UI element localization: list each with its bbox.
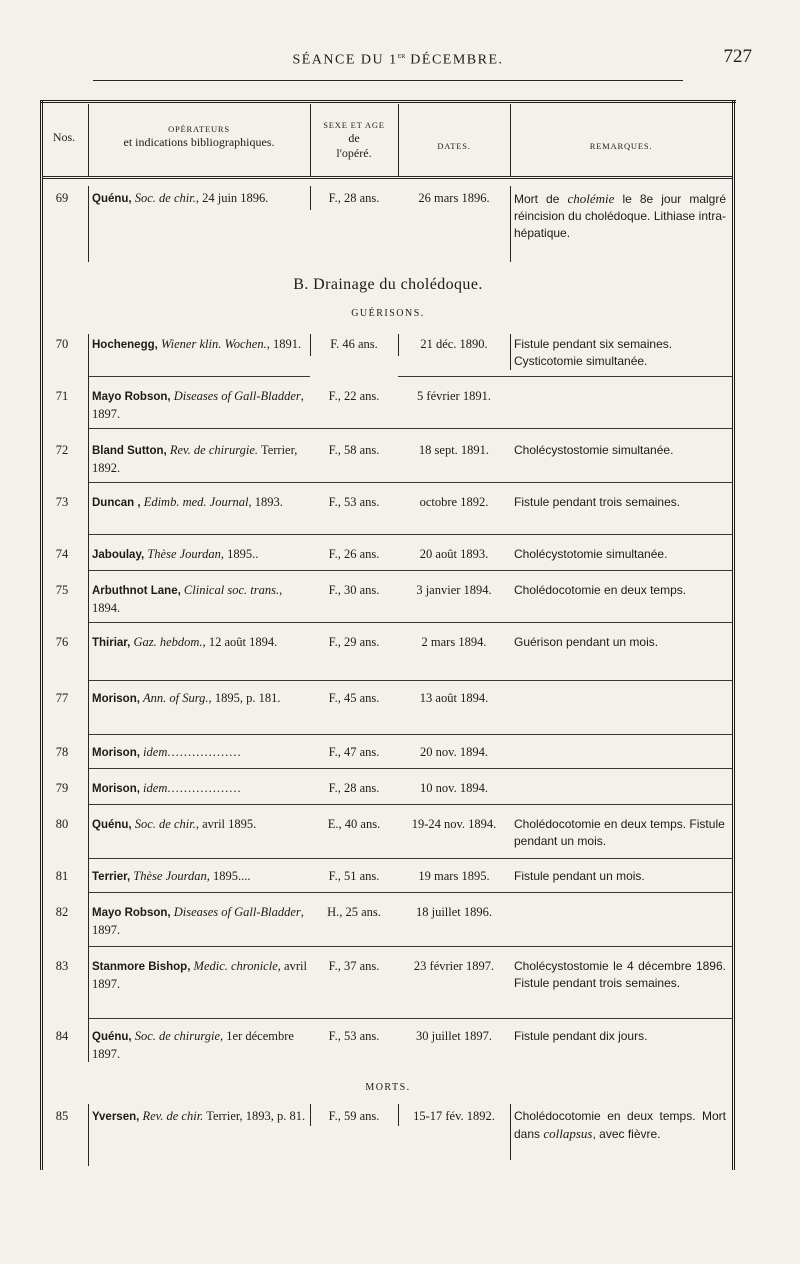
col-sep	[88, 334, 89, 1062]
running-title: SÉANCE DU 1er DÉCEMBRE.	[292, 50, 504, 68]
sex-age-cell: F., 47 ans.	[328, 745, 380, 759]
sex-age-cell: H., 25 ans.	[327, 905, 381, 919]
operator-cell: Morison, idem..................	[92, 781, 242, 795]
operator-cell: Mayo Robson, Diseases of Gall-Bladder, 1897.	[92, 389, 304, 421]
sex-age-cell: F., 29 ans.	[328, 635, 380, 649]
row-number: 81	[55, 869, 69, 883]
sex-age-cell: F., 53 ans.	[328, 495, 380, 509]
section-title: B. Drainage du cholédoque.	[293, 276, 483, 293]
sex-age-cell: F., 45 ans.	[328, 691, 380, 705]
col-sep	[398, 1104, 399, 1126]
sex-age-cell: F., 28 ans.	[328, 781, 380, 795]
row-number: 76	[55, 635, 69, 649]
sex-age-cell: F., 53 ans.	[328, 1029, 380, 1043]
row-rule	[88, 734, 732, 735]
date-cell: 19-24 nov. 1894.	[411, 817, 497, 831]
date-cell: octobre 1892.	[419, 495, 489, 509]
date-cell: 18 sept. 1891.	[418, 443, 490, 457]
row-number: 71	[55, 389, 69, 403]
sex-age-cell: F., 58 ans.	[328, 443, 380, 457]
date-cell: 19 mars 1895.	[418, 869, 490, 883]
operator-cell: Yversen, Rev. de chir. Terrier, 1893, p. 81.	[92, 1109, 306, 1123]
operator-cell: Jaboulay, Thèse Jourdan, 1895..	[92, 547, 259, 561]
remarks-cell: Mort de cholémie le 8e jour malgré réincision du cholédoque. Lithiase intra-hépatique.	[514, 191, 726, 240]
operator-cell: Bland Sutton, Rev. de chirurgie. Terrier, 1892.	[92, 443, 298, 475]
row-rule	[88, 768, 732, 769]
row-number: 84	[55, 1029, 69, 1043]
operator-cell: Hochenegg, Wiener klin. Wochen., 1891.	[92, 337, 302, 351]
col-sep	[310, 334, 311, 356]
sex-age-cell: F., 37 ans.	[328, 959, 380, 973]
operator-cell: Thiriar, Gaz. hebdom., 12 août 1894.	[92, 635, 278, 649]
subhead-morts: MORTS.	[365, 1082, 411, 1093]
row-number: 78	[55, 745, 69, 759]
date-cell: 21 déc. 1890.	[420, 337, 488, 351]
operator-cell: Morison, idem..................	[92, 745, 242, 759]
col-sep	[398, 334, 399, 356]
sex-age-cell: F., 22 ans.	[328, 389, 380, 403]
date-cell: 10 nov. 1894.	[420, 781, 488, 795]
remarks-cell: Fistule pendant dix jours.	[514, 1029, 648, 1043]
remarks-cell: Cholécystotomie simultanée.	[514, 547, 668, 561]
date-cell: 26 mars 1896.	[418, 191, 490, 205]
col-sep	[88, 186, 89, 262]
row-rule	[88, 804, 732, 805]
header-remarks: REMARQUES.	[589, 141, 653, 151]
col-sep	[310, 1104, 311, 1126]
operator-cell: Quénu, Soc. de chir., avril 1895.	[92, 817, 257, 831]
remarks-cell: Cholécystostomie simultanée.	[514, 443, 674, 457]
date-cell: 13 août 1894.	[419, 691, 489, 705]
row-rule	[88, 534, 732, 535]
header-operators	[88, 124, 310, 150]
date-cell: 3 janvier 1894.	[416, 583, 492, 597]
operator-cell: Mayo Robson, Diseases of Gall-Bladder, 1897.	[92, 905, 304, 937]
subhead-guerisons: GUÉRISONS.	[351, 308, 425, 319]
operator-cell: Stanmore Bishop, Medic. chronicle, avril 1897.	[92, 959, 307, 991]
row-number: 70	[55, 337, 69, 351]
sex-age-cell: F., 28 ans.	[328, 191, 380, 205]
col-sep	[510, 186, 511, 262]
sex-age-cell: F., 51 ans.	[328, 869, 380, 883]
date-cell: 2 mars 1894.	[421, 635, 487, 649]
header-dates: DATES.	[437, 141, 471, 151]
date-cell: 30 juillet 1897.	[415, 1029, 493, 1043]
row-number: 82	[55, 905, 69, 919]
date-cell: 5 février 1891.	[417, 389, 491, 403]
remarks-cell: Cholécystostomie le 4 décembre 1896. Fistule pendant trois semaines.	[514, 959, 726, 990]
header-sex-line2: de	[348, 130, 360, 145]
row-rule	[88, 946, 732, 947]
table-top-border	[40, 100, 736, 103]
date-cell: 18 juillet 1896.	[415, 905, 493, 919]
page-number: 727	[723, 46, 752, 67]
header-operators-line1: OPÉRATEURS	[168, 124, 230, 134]
operator-cell: Duncan , Edimb. med. Journal, 1893.	[92, 495, 283, 509]
remarks-cell: Cholédocotomie en deux temps.	[514, 583, 687, 597]
row-number: 80	[55, 817, 69, 831]
sex-age-cell: F. 46 ans.	[330, 337, 378, 351]
row-number: 75	[55, 583, 69, 597]
date-cell: 23 février 1897.	[413, 959, 495, 973]
table-right-border	[732, 100, 735, 1170]
remarks-cell: Guérison pendant un mois.	[514, 635, 659, 649]
operator-cell: Quénu, Soc. de chirurgie, 1er décembre 1897.	[92, 1029, 294, 1061]
header-sex-age	[310, 120, 398, 161]
operator-cell: Morison, Ann. of Surg., 1895, p. 181.	[92, 691, 281, 705]
operator-cell: Arbuthnot Lane, Clinical soc. trans., 1894.	[92, 583, 283, 615]
date-cell: 20 nov. 1894.	[420, 745, 488, 759]
sex-age-cell: F., 26 ans.	[328, 547, 380, 561]
header-sex-line1: SEXE ET AGE	[323, 120, 385, 130]
sex-age-cell: F., 30 ans.	[328, 583, 380, 597]
remarks-cell: Fistule pendant un mois.	[514, 869, 645, 883]
row-number: 72	[55, 443, 69, 457]
row-number: 83	[55, 959, 69, 973]
col-sep	[510, 334, 511, 370]
col-sep	[310, 186, 311, 210]
row-rule	[88, 482, 732, 483]
row-rule	[88, 570, 732, 571]
row-rule	[88, 376, 310, 377]
col-sep	[88, 1104, 89, 1166]
remarks-cell: Cholédocotomie en deux temps. Mort dans collapsus, avec fièvre.	[514, 1109, 726, 1141]
row-rule	[88, 1018, 732, 1019]
row-number: 69	[55, 191, 69, 205]
header-operators-line2: et indications bibliographiques.	[123, 134, 275, 149]
running-head	[40, 46, 756, 74]
operator-cell: Quénu, Soc. de chir., 24 juin 1896.	[92, 191, 269, 205]
col-sep	[510, 1104, 511, 1160]
row-rule	[398, 376, 732, 377]
header-sex-line3: l'opéré.	[336, 145, 372, 160]
header-bottom-rule	[42, 176, 732, 179]
row-number: 73	[55, 495, 69, 509]
row-rule	[88, 858, 732, 859]
operator-cell: Terrier, Thèse Jourdan, 1895....	[92, 869, 251, 883]
remarks-cell: Fistule pendant trois semaines.	[514, 495, 681, 509]
remarks-cell: Cholédocotomie en deux temps. Fistule pendant un mois.	[514, 817, 725, 848]
date-cell: 15-17 fév. 1892.	[413, 1109, 495, 1123]
header-num: Nos.	[52, 130, 76, 144]
header-rule	[93, 80, 683, 81]
row-rule	[88, 622, 732, 623]
remarks-cell: Fistule pendant six semaines. Cysticotomie simultanée.	[514, 337, 673, 368]
sex-age-cell: E., 40 ans.	[327, 817, 381, 831]
row-number: 74	[55, 547, 69, 561]
row-number: 77	[55, 691, 69, 705]
sex-age-cell: F., 59 ans.	[328, 1109, 380, 1123]
row-rule	[88, 680, 732, 681]
row-rule	[88, 428, 732, 429]
row-rule	[88, 892, 732, 893]
date-cell: 20 août 1893.	[419, 547, 489, 561]
row-number: 85	[55, 1109, 69, 1123]
row-number: 79	[55, 781, 69, 795]
